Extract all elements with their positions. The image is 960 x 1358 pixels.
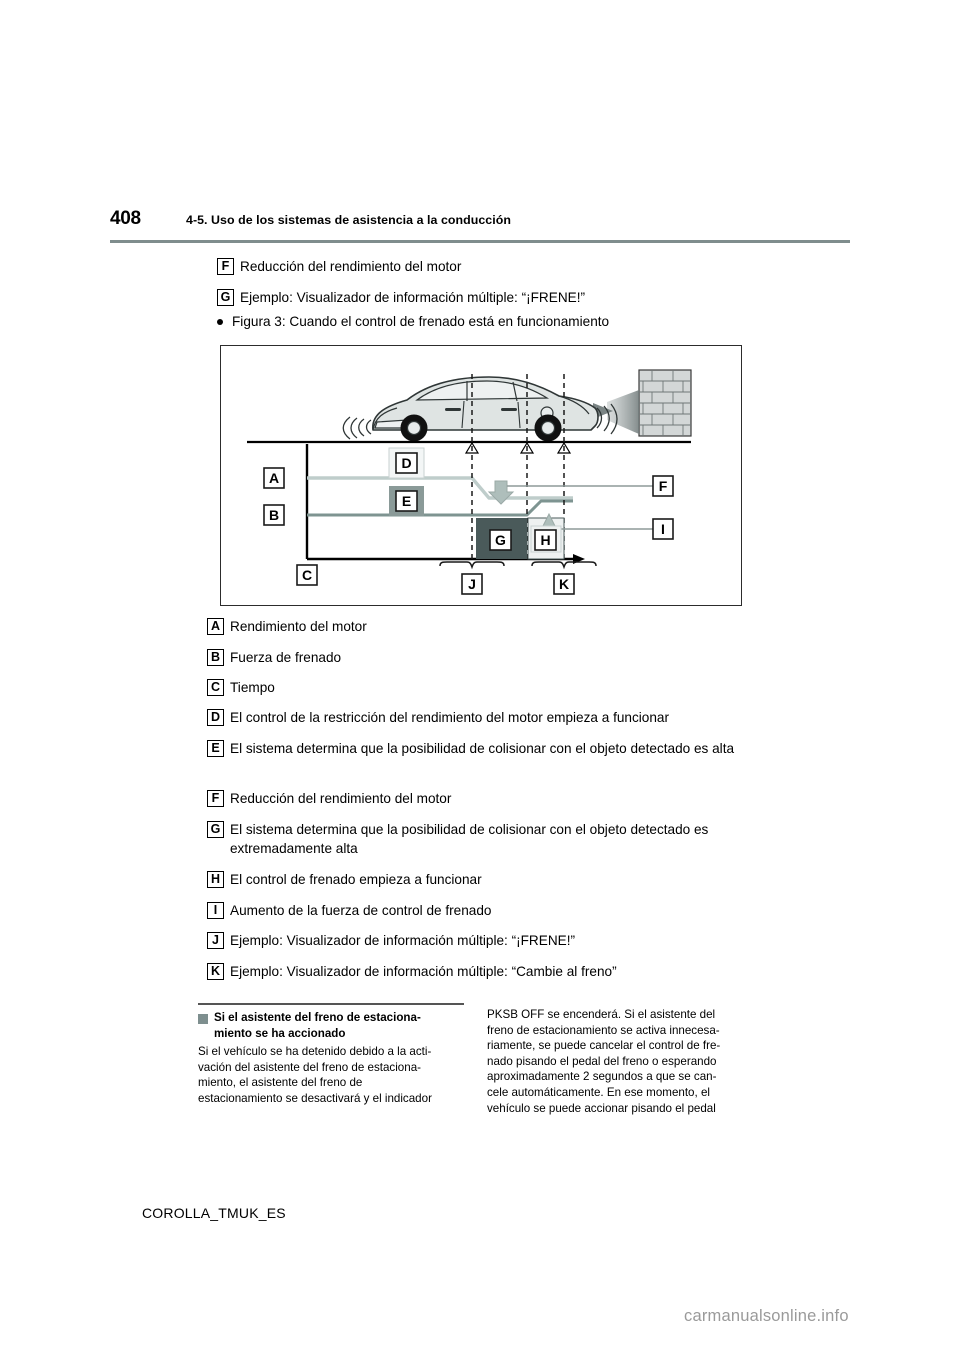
wall-obstacle-icon: [639, 370, 691, 436]
square-bullet-icon: [198, 1014, 208, 1024]
figure-label-k: [554, 574, 574, 594]
legend-item-d: [207, 708, 669, 727]
figure-caption-bullet: [217, 313, 609, 331]
note-line: Si el vehículo se ha detenido debido a la acti-: [198, 1045, 432, 1058]
figure-label-a: [264, 468, 284, 488]
svg-text:F: F: [658, 478, 668, 494]
note-line: PKSB OFF se encenderá. Si el asistente del: [487, 1008, 716, 1021]
legend-item-j: [207, 931, 575, 950]
note-heading-text: [214, 1010, 421, 1041]
legend-text: Ejemplo: Visualizador de información múltiple: “Cambie al freno”: [230, 964, 617, 979]
legend-item-f: [207, 789, 451, 808]
legend-item-k: [207, 962, 617, 981]
svg-text:B: B: [268, 507, 280, 523]
legend-item-h: [207, 870, 482, 889]
legend-text: El control de frenado empieza a funcionar: [230, 872, 482, 887]
list-item-text: Reducción del rendimiento del motor: [240, 259, 462, 274]
legend-text: Aumento de la fuerza de control de frenado: [230, 903, 492, 918]
page-number: 408: [110, 208, 141, 229]
letter-badge-g: G: [217, 289, 234, 306]
engine-performance-curve: [307, 478, 573, 498]
note-heading: [198, 1010, 470, 1041]
legend-text: El sistema determina que la posibilidad de colisionar con el objeto detectado es extremadamente alta: [230, 822, 709, 856]
list-item-text: Ejemplo: Visualizador de información múltiple: “¡FRENE!”: [240, 290, 586, 305]
note-line: cele automáticamente. En ese momento, el: [487, 1085, 710, 1099]
document-code: COROLLA_TMUK_ES: [142, 1205, 286, 1221]
svg-text:J: J: [468, 576, 476, 592]
legend-text: Ejemplo: Visualizador de información múltiple: “¡FRENE!”: [230, 933, 576, 948]
svg-text:D: D: [401, 455, 412, 471]
legend-text: Rendimiento del motor: [230, 619, 367, 634]
letter-badge-a: A: [207, 618, 224, 635]
figure-label-d: [389, 448, 424, 478]
letter-badge-b: B: [207, 649, 224, 666]
note-column-right: [487, 1007, 765, 1116]
car-illustration-icon: [343, 377, 617, 441]
list-item: [217, 257, 461, 276]
note-line: vación del asistente del freno de estaciona-: [198, 1060, 421, 1074]
legend-item-b: [207, 648, 341, 667]
svg-text:C: C: [301, 567, 313, 583]
brace-j: [440, 562, 504, 567]
letter-badge-j: J: [207, 932, 224, 949]
note-line: aproximadamente 2 segundos a que se can-: [487, 1070, 717, 1084]
figure-label-e: [389, 486, 424, 516]
figure-caption-text: Figura 3: Cuando el control de frenado está en funcionamiento: [232, 314, 610, 329]
letter-badge-e: E: [207, 740, 224, 757]
section-title: 4-5. Uso de los sistemas de asistencia a la conducción: [186, 213, 511, 227]
timeline-markers: [466, 443, 570, 453]
note-line: riamente, se puede cancelar el control de fre-: [487, 1039, 721, 1053]
svg-text:I: I: [661, 521, 665, 537]
letter-badge-f2: F: [207, 790, 224, 807]
figure-label-i: [653, 519, 673, 539]
figure-label-g: [485, 526, 515, 552]
legend-text: Tiempo: [230, 680, 275, 695]
legend-item-g: [207, 820, 772, 858]
page-header: [110, 208, 850, 230]
svg-text:A: A: [268, 470, 280, 486]
note-body-right: [487, 1007, 765, 1116]
arrow-down-f-icon: [489, 481, 513, 504]
letter-badge-g2: G: [207, 821, 224, 838]
letter-badge-h: H: [207, 871, 224, 888]
legend-item-c: [207, 678, 275, 697]
figure-label-f: [653, 476, 673, 496]
legend-text: Reducción del rendimiento del motor: [230, 791, 452, 806]
svg-text:K: K: [558, 576, 570, 592]
figure-label-b: [264, 505, 284, 525]
note-divider: [198, 1003, 464, 1005]
note-body-left: [198, 1044, 470, 1106]
figure-label-c: [297, 565, 317, 585]
brake-force-curve: [307, 501, 573, 515]
letter-badge-i: I: [207, 902, 224, 919]
site-watermark: carmanualsonline.info: [684, 1307, 849, 1325]
legend-item-i: [207, 901, 491, 920]
svg-text:E: E: [401, 493, 412, 509]
list-item: [217, 288, 585, 307]
note-line: estacionamiento se desactivará y el indicador: [198, 1091, 432, 1105]
letter-badge-c: C: [207, 679, 224, 696]
legend-text: El control de la restricción del rendimiento del motor empieza a funcionar: [230, 710, 669, 725]
legend-text: Fuerza de frenado: [230, 650, 342, 665]
svg-text:H: H: [540, 532, 551, 548]
note-column-left: [198, 1010, 470, 1106]
note-heading-line-2: miento se ha accionado: [214, 1026, 346, 1040]
figure-label-j: [462, 574, 482, 594]
svg-text:G: G: [495, 532, 506, 548]
note-line: freno de estacionamiento se activa innecesa-: [487, 1023, 720, 1037]
legend-item-a: [207, 617, 367, 636]
note-line: vehículo se puede accionar pisando el pedal: [487, 1101, 716, 1115]
header-divider: [110, 240, 850, 243]
note-line: nado pisando el pedal del freno o esperando: [487, 1054, 717, 1068]
legend-item-e: [207, 739, 734, 758]
brace-k: [532, 562, 596, 567]
legend-text: El sistema determina que la posibilidad de colisionar con el objeto detectado es alta: [230, 741, 735, 756]
letter-badge-d: D: [207, 709, 224, 726]
note-heading-line-1: Si el asistente del freno de estaciona-: [214, 1011, 421, 1024]
letter-badge-k: K: [207, 963, 224, 980]
bullet-dot-icon: [217, 319, 223, 325]
figure-label-h: [531, 526, 561, 552]
note-line: miento, el asistente del freno de: [198, 1076, 363, 1090]
letter-badge-f: F: [217, 258, 234, 275]
figure-brake-control-diagram: [220, 345, 742, 606]
